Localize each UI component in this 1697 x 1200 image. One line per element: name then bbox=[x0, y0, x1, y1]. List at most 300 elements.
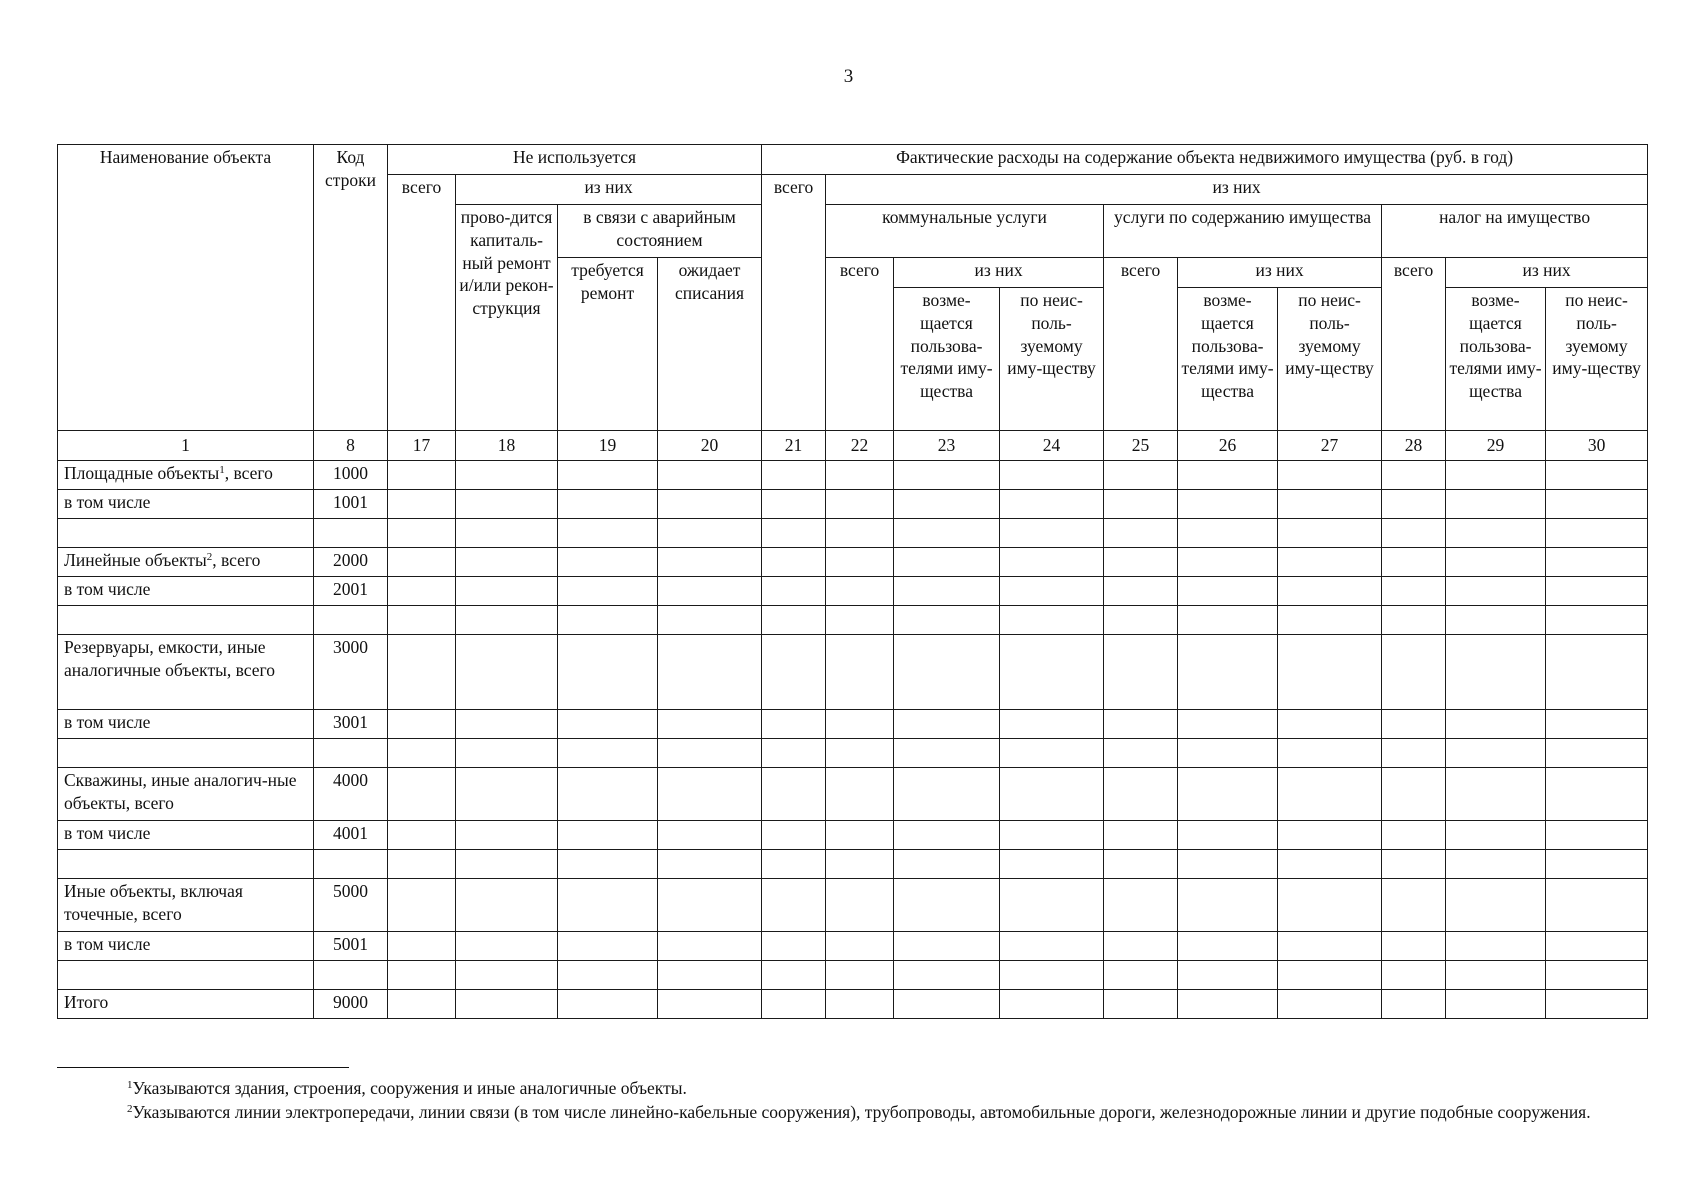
value-cell bbox=[1178, 961, 1278, 990]
value-cell bbox=[1178, 821, 1278, 850]
value-cell bbox=[388, 768, 456, 821]
value-cell bbox=[1278, 548, 1382, 577]
value-cell bbox=[1278, 739, 1382, 768]
value-cell bbox=[1278, 710, 1382, 739]
value-cell bbox=[762, 606, 826, 635]
row-name-cell bbox=[58, 739, 314, 768]
header-tax-unused: по неис-поль-зуемому иму-ществу bbox=[1546, 288, 1648, 431]
value-cell bbox=[558, 768, 658, 821]
row-code: 3000 bbox=[314, 635, 388, 710]
header-awaiting-writeoff: ожидает списания bbox=[658, 258, 762, 431]
value-cell bbox=[894, 990, 1000, 1019]
value-cell bbox=[1278, 879, 1382, 932]
value-cell bbox=[1178, 606, 1278, 635]
value-cell bbox=[658, 577, 762, 606]
value-cell bbox=[1446, 990, 1546, 1019]
row-name-cell bbox=[58, 821, 314, 850]
table-row bbox=[58, 739, 1648, 768]
value-cell bbox=[1546, 577, 1648, 606]
value-cell bbox=[826, 768, 894, 821]
value-cell bbox=[388, 635, 456, 710]
value-cell bbox=[1382, 879, 1446, 932]
value-cell bbox=[1278, 850, 1382, 879]
row-code: 4000 bbox=[314, 768, 388, 821]
value-cell bbox=[658, 961, 762, 990]
value-cell bbox=[1546, 850, 1648, 879]
row-name-cell bbox=[58, 768, 314, 821]
value-cell bbox=[762, 710, 826, 739]
value-cell bbox=[762, 768, 826, 821]
row-name: в том числе bbox=[64, 712, 151, 732]
value-cell bbox=[658, 461, 762, 490]
value-cell bbox=[1382, 768, 1446, 821]
value-cell bbox=[658, 821, 762, 850]
value-cell bbox=[1104, 710, 1178, 739]
value-cell bbox=[826, 461, 894, 490]
table-row bbox=[58, 932, 1648, 961]
value-cell bbox=[1446, 768, 1546, 821]
value-cell bbox=[1382, 635, 1446, 710]
row-code bbox=[314, 606, 388, 635]
value-cell bbox=[762, 961, 826, 990]
value-cell bbox=[1382, 710, 1446, 739]
value-cell bbox=[658, 850, 762, 879]
row-name-cell bbox=[58, 710, 314, 739]
header-expenses-total: всего bbox=[762, 175, 826, 431]
column-number: 19 bbox=[558, 431, 658, 461]
value-cell bbox=[1104, 850, 1178, 879]
value-cell bbox=[1382, 990, 1446, 1019]
value-cell bbox=[456, 850, 558, 879]
value-cell bbox=[388, 548, 456, 577]
table-row bbox=[58, 710, 1648, 739]
value-cell bbox=[1278, 932, 1382, 961]
value-cell bbox=[762, 850, 826, 879]
value-cell bbox=[1104, 606, 1178, 635]
value-cell bbox=[894, 635, 1000, 710]
row-code bbox=[314, 739, 388, 768]
table-body bbox=[58, 461, 1648, 1019]
value-cell bbox=[894, 739, 1000, 768]
row-name-cell bbox=[58, 635, 314, 710]
value-cell bbox=[1178, 879, 1278, 932]
header-name-cell: Наименование объекта bbox=[58, 145, 314, 431]
table-row bbox=[58, 548, 1648, 577]
value-cell bbox=[1000, 710, 1104, 739]
value-cell bbox=[1178, 461, 1278, 490]
value-cell bbox=[1000, 548, 1104, 577]
header-utilities-total: всего bbox=[826, 258, 894, 431]
value-cell bbox=[1546, 461, 1648, 490]
value-cell bbox=[456, 932, 558, 961]
value-cell bbox=[1104, 961, 1178, 990]
value-cell bbox=[1178, 850, 1278, 879]
value-cell bbox=[558, 490, 658, 519]
value-cell bbox=[1546, 768, 1648, 821]
header-expenses-of-which: из них bbox=[826, 175, 1648, 205]
value-cell bbox=[1000, 961, 1104, 990]
value-cell bbox=[1446, 635, 1546, 710]
value-cell bbox=[1382, 548, 1446, 577]
row-name-cell bbox=[58, 490, 314, 519]
value-cell bbox=[1104, 490, 1178, 519]
value-cell bbox=[826, 710, 894, 739]
value-cell bbox=[558, 932, 658, 961]
value-cell bbox=[1382, 577, 1446, 606]
value-cell bbox=[658, 710, 762, 739]
value-cell bbox=[1278, 490, 1382, 519]
row-code: 1000 bbox=[314, 461, 388, 490]
value-cell bbox=[388, 490, 456, 519]
table-row bbox=[58, 850, 1648, 879]
column-number: 17 bbox=[388, 431, 456, 461]
value-cell bbox=[456, 635, 558, 710]
row-code: 2001 bbox=[314, 577, 388, 606]
row-code: 2000 bbox=[314, 548, 388, 577]
value-cell bbox=[658, 490, 762, 519]
table-row bbox=[58, 519, 1648, 548]
value-cell bbox=[1546, 635, 1648, 710]
value-cell bbox=[1546, 548, 1648, 577]
value-cell bbox=[658, 879, 762, 932]
row-code: 9000 bbox=[314, 990, 388, 1019]
footnote-mark: 1 bbox=[127, 1079, 133, 1091]
value-cell bbox=[826, 932, 894, 961]
value-cell bbox=[894, 932, 1000, 961]
value-cell bbox=[1000, 519, 1104, 548]
value-cell bbox=[762, 461, 826, 490]
header-utilities-of-which: из них bbox=[894, 258, 1104, 288]
row-name-cell bbox=[58, 606, 314, 635]
value-cell bbox=[1178, 519, 1278, 548]
row-name: Итого bbox=[64, 992, 109, 1012]
header-maintenance-unused: по неис-поль-зуемому иму-ществу bbox=[1278, 288, 1382, 431]
value-cell bbox=[658, 635, 762, 710]
value-cell bbox=[1446, 850, 1546, 879]
value-cell bbox=[1546, 961, 1648, 990]
value-cell bbox=[826, 490, 894, 519]
value-cell bbox=[826, 850, 894, 879]
value-cell bbox=[1446, 710, 1546, 739]
header-capital-repair: прово-дится капиталь-ный ремонт и/или рекон-струкция bbox=[456, 205, 558, 431]
row-name: в том числе bbox=[64, 579, 151, 599]
value-cell bbox=[762, 490, 826, 519]
value-cell bbox=[1178, 768, 1278, 821]
value-cell bbox=[558, 635, 658, 710]
value-cell bbox=[826, 961, 894, 990]
footnote-ref: 2 bbox=[206, 551, 213, 563]
column-number: 23 bbox=[894, 431, 1000, 461]
value-cell bbox=[1278, 821, 1382, 850]
column-number: 27 bbox=[1278, 431, 1382, 461]
column-number: 24 bbox=[1000, 431, 1104, 461]
value-cell bbox=[456, 519, 558, 548]
value-cell bbox=[456, 548, 558, 577]
value-cell bbox=[388, 850, 456, 879]
header-repair-needed: требуется ремонт bbox=[558, 258, 658, 431]
header-maintenance-reimbursed: возме-щается пользова-телями иму-щества bbox=[1178, 288, 1278, 431]
value-cell bbox=[388, 932, 456, 961]
column-number: 29 bbox=[1446, 431, 1546, 461]
value-cell bbox=[456, 879, 558, 932]
header-property-tax: налог на имущество bbox=[1382, 205, 1648, 258]
value-cell bbox=[558, 739, 658, 768]
value-cell bbox=[1446, 932, 1546, 961]
value-cell bbox=[558, 821, 658, 850]
value-cell bbox=[1546, 710, 1648, 739]
value-cell bbox=[1104, 548, 1178, 577]
footnotes bbox=[57, 1077, 1647, 1124]
table-row bbox=[58, 961, 1648, 990]
value-cell bbox=[1546, 932, 1648, 961]
value-cell bbox=[456, 739, 558, 768]
value-cell bbox=[456, 577, 558, 606]
value-cell bbox=[1000, 990, 1104, 1019]
value-cell bbox=[1382, 519, 1446, 548]
header-tax-reimbursed: возме-щается пользова-телями иму-щества bbox=[1446, 288, 1546, 431]
value-cell bbox=[1104, 879, 1178, 932]
value-cell bbox=[1000, 490, 1104, 519]
value-cell bbox=[456, 710, 558, 739]
value-cell bbox=[1000, 850, 1104, 879]
column-number: 30 bbox=[1546, 431, 1648, 461]
value-cell bbox=[558, 990, 658, 1019]
table-row bbox=[58, 635, 1648, 710]
value-cell bbox=[894, 519, 1000, 548]
column-number: 18 bbox=[456, 431, 558, 461]
value-cell bbox=[1000, 461, 1104, 490]
value-cell bbox=[1104, 768, 1178, 821]
value-cell bbox=[658, 768, 762, 821]
value-cell bbox=[762, 932, 826, 961]
header-tax-total: всего bbox=[1382, 258, 1446, 431]
value-cell bbox=[1382, 961, 1446, 990]
value-cell bbox=[1178, 577, 1278, 606]
value-cell bbox=[1546, 879, 1648, 932]
value-cell bbox=[826, 821, 894, 850]
header-not-used-total: всего bbox=[388, 175, 456, 431]
row-name-cell bbox=[58, 548, 314, 577]
column-number: 20 bbox=[658, 431, 762, 461]
value-cell bbox=[1446, 821, 1546, 850]
value-cell bbox=[826, 990, 894, 1019]
value-cell bbox=[894, 490, 1000, 519]
value-cell bbox=[388, 961, 456, 990]
value-cell bbox=[1382, 606, 1446, 635]
value-cell bbox=[1382, 850, 1446, 879]
value-cell bbox=[1382, 490, 1446, 519]
column-number-row bbox=[58, 431, 1648, 461]
value-cell bbox=[658, 932, 762, 961]
value-cell bbox=[1278, 519, 1382, 548]
value-cell bbox=[456, 990, 558, 1019]
column-number: 1 bbox=[58, 431, 314, 461]
table-row bbox=[58, 990, 1648, 1019]
header-utilities: коммунальные услуги bbox=[826, 205, 1104, 258]
table-row bbox=[58, 577, 1648, 606]
table-row bbox=[58, 461, 1648, 490]
value-cell bbox=[1546, 990, 1648, 1019]
footnote-ref: 1 bbox=[219, 464, 225, 476]
value-cell bbox=[826, 606, 894, 635]
footnote-mark: 2 bbox=[127, 1102, 133, 1115]
value-cell bbox=[1178, 990, 1278, 1019]
column-number: 21 bbox=[762, 431, 826, 461]
header-utilities-reimbursed: возме-щается пользова-телями иму-щества bbox=[894, 288, 1000, 431]
value-cell bbox=[558, 519, 658, 548]
expenses-table bbox=[57, 144, 1648, 1019]
value-cell bbox=[894, 821, 1000, 850]
row-name-cell bbox=[58, 577, 314, 606]
table-row bbox=[58, 606, 1648, 635]
value-cell bbox=[894, 548, 1000, 577]
header-expenses: Фактические расходы на содержание объекта недвижимого имущества (руб. в год) bbox=[762, 145, 1648, 175]
value-cell bbox=[1000, 879, 1104, 932]
value-cell bbox=[1446, 739, 1546, 768]
value-cell bbox=[826, 635, 894, 710]
value-cell bbox=[1178, 548, 1278, 577]
value-cell bbox=[558, 850, 658, 879]
value-cell bbox=[826, 739, 894, 768]
value-cell bbox=[762, 577, 826, 606]
value-cell bbox=[762, 739, 826, 768]
footnote-1 bbox=[57, 1077, 1647, 1101]
value-cell bbox=[1546, 739, 1648, 768]
value-cell bbox=[558, 548, 658, 577]
value-cell bbox=[894, 850, 1000, 879]
value-cell bbox=[1000, 932, 1104, 961]
value-cell bbox=[1000, 635, 1104, 710]
value-cell bbox=[1546, 606, 1648, 635]
value-cell bbox=[558, 710, 658, 739]
row-name-cell bbox=[58, 990, 314, 1019]
value-cell bbox=[1446, 577, 1546, 606]
value-cell bbox=[1446, 548, 1546, 577]
value-cell bbox=[894, 710, 1000, 739]
row-code bbox=[314, 519, 388, 548]
value-cell bbox=[558, 577, 658, 606]
value-cell bbox=[1104, 821, 1178, 850]
row-name: Иные объекты, включая точечные, всего bbox=[64, 881, 243, 924]
value-cell bbox=[456, 606, 558, 635]
row-name: в том числе bbox=[64, 823, 151, 843]
row-name-cell bbox=[58, 461, 314, 490]
value-cell bbox=[1382, 739, 1446, 768]
value-cell bbox=[1446, 606, 1546, 635]
column-number: 28 bbox=[1382, 431, 1446, 461]
value-cell bbox=[1382, 461, 1446, 490]
value-cell bbox=[1000, 821, 1104, 850]
value-cell bbox=[826, 879, 894, 932]
row-name: в том числе bbox=[64, 934, 151, 954]
header-not-used-of-which: из них bbox=[456, 175, 762, 205]
value-cell bbox=[826, 519, 894, 548]
row-name: Площадные объекты bbox=[64, 463, 220, 483]
row-code: 5000 bbox=[314, 879, 388, 932]
row-code: 3001 bbox=[314, 710, 388, 739]
value-cell bbox=[1446, 490, 1546, 519]
value-cell bbox=[1000, 768, 1104, 821]
row-name-cell bbox=[58, 850, 314, 879]
value-cell bbox=[1278, 606, 1382, 635]
value-cell bbox=[388, 710, 456, 739]
value-cell bbox=[388, 519, 456, 548]
row-code: 5001 bbox=[314, 932, 388, 961]
column-number: 22 bbox=[826, 431, 894, 461]
value-cell bbox=[762, 879, 826, 932]
header-maintenance-total: всего bbox=[1104, 258, 1178, 431]
value-cell bbox=[1278, 961, 1382, 990]
value-cell bbox=[456, 461, 558, 490]
value-cell bbox=[1178, 635, 1278, 710]
value-cell bbox=[388, 990, 456, 1019]
value-cell bbox=[1104, 932, 1178, 961]
row-name: Линейные объекты bbox=[64, 550, 207, 570]
value-cell bbox=[894, 961, 1000, 990]
footnote-2 bbox=[57, 1101, 1647, 1125]
row-code bbox=[314, 961, 388, 990]
row-name-suffix: , всего bbox=[224, 463, 273, 483]
value-cell bbox=[762, 635, 826, 710]
footnote-text: Указываются линии электропередачи, линии связи (в том числе линейно-кабельные сооружения), трубопроводы, автомобильные дороги, железнодорожные линии и другие подобные сооружения. bbox=[132, 1101, 1591, 1122]
row-code: 1001 bbox=[314, 490, 388, 519]
value-cell bbox=[762, 519, 826, 548]
value-cell bbox=[1446, 961, 1546, 990]
value-cell bbox=[456, 961, 558, 990]
value-cell bbox=[1104, 461, 1178, 490]
value-cell bbox=[1546, 490, 1648, 519]
value-cell bbox=[388, 879, 456, 932]
value-cell bbox=[1278, 768, 1382, 821]
value-cell bbox=[558, 961, 658, 990]
header-tax-of-which: из них bbox=[1446, 258, 1648, 288]
header-maintenance-of-which: из них bbox=[1178, 258, 1382, 288]
value-cell bbox=[1104, 635, 1178, 710]
value-cell bbox=[1104, 577, 1178, 606]
header-row-1 bbox=[58, 145, 1648, 175]
value-cell bbox=[894, 606, 1000, 635]
header-not-used: Не используется bbox=[388, 145, 762, 175]
header-code-cell: Код строки bbox=[314, 145, 388, 431]
row-code bbox=[314, 850, 388, 879]
value-cell bbox=[1000, 577, 1104, 606]
value-cell bbox=[658, 519, 762, 548]
column-number: 25 bbox=[1104, 431, 1178, 461]
value-cell bbox=[558, 606, 658, 635]
row-name-cell bbox=[58, 519, 314, 548]
value-cell bbox=[388, 821, 456, 850]
row-name: Резервуары, емкости, иные аналогичные объекты, всего bbox=[64, 637, 276, 680]
value-cell bbox=[1178, 932, 1278, 961]
value-cell bbox=[1278, 577, 1382, 606]
table-row bbox=[58, 879, 1648, 932]
row-name-cell bbox=[58, 879, 314, 932]
value-cell bbox=[456, 768, 558, 821]
header-maintenance: услуги по содержанию имущества bbox=[1104, 205, 1382, 258]
value-cell bbox=[1178, 490, 1278, 519]
header-utilities-unused: по неис-поль-зуемому иму-ществу bbox=[1000, 288, 1104, 431]
value-cell bbox=[456, 821, 558, 850]
value-cell bbox=[894, 461, 1000, 490]
value-cell bbox=[1446, 461, 1546, 490]
value-cell bbox=[1382, 821, 1446, 850]
value-cell bbox=[894, 879, 1000, 932]
row-code: 4001 bbox=[314, 821, 388, 850]
value-cell bbox=[558, 879, 658, 932]
value-cell bbox=[826, 548, 894, 577]
page-number: 3 bbox=[843, 66, 854, 87]
table-row bbox=[58, 821, 1648, 850]
